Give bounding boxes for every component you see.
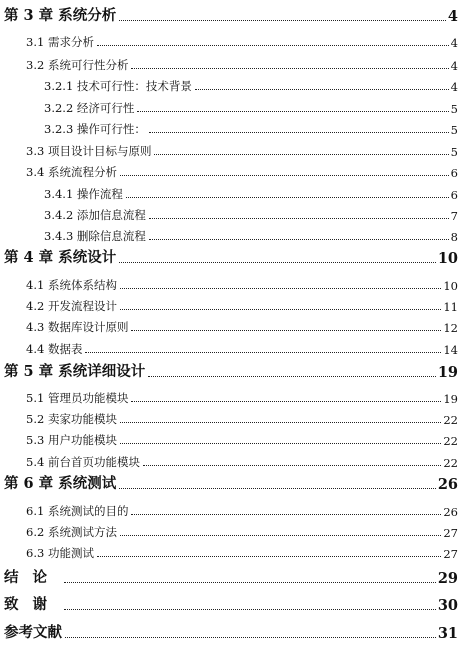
toc-page-number: 22	[443, 413, 458, 427]
toc-entry-title: 4.2 开发流程设计	[26, 299, 117, 313]
toc-page-number: 4	[450, 80, 458, 94]
toc-section-entry[interactable]	[26, 164, 458, 180]
dot-leader	[120, 443, 441, 444]
toc-entry-title: 第 4 章 系统设计	[4, 249, 117, 266]
toc-page-number: 4	[447, 8, 458, 25]
toc-entry-title: 5.2 卖家功能模块	[26, 412, 117, 426]
toc-page-number: 14	[443, 343, 458, 357]
dot-leader	[119, 262, 436, 263]
toc-section-entry[interactable]	[26, 34, 458, 50]
dot-leader	[119, 488, 436, 489]
toc-chapter-entry[interactable]	[4, 472, 458, 493]
toc-page-number: 7	[450, 209, 458, 223]
toc-entry-title: 3.4 系统流程分析	[26, 165, 117, 179]
toc-chapter-entry[interactable]	[4, 621, 458, 642]
toc-section-entry[interactable]	[44, 228, 458, 244]
dot-leader	[64, 609, 436, 610]
toc-page-number: 6	[450, 166, 458, 180]
toc-entry-title: 第 5 章 系统详细设计	[4, 363, 146, 380]
toc-chapter-entry[interactable]	[4, 4, 458, 25]
toc-entry-title: 3.3 项目设计目标与原则	[26, 144, 152, 158]
toc-section-entry[interactable]	[44, 78, 458, 94]
toc-entry-title: 6.1 系统测试的目的	[26, 504, 129, 518]
toc-page-number: 19	[443, 392, 458, 406]
toc-page-number: 11	[443, 300, 458, 314]
dot-leader	[65, 637, 436, 638]
toc-page-number: 12	[443, 321, 458, 335]
dot-leader	[131, 401, 441, 402]
toc-entry-title: 结论	[4, 569, 61, 586]
dot-leader	[120, 309, 441, 310]
dot-leader	[64, 582, 436, 583]
dot-leader	[143, 465, 441, 466]
dot-leader	[149, 239, 449, 240]
toc-entry-title: 3.2.3 操作可行性：	[44, 122, 146, 136]
toc-section-entry[interactable]	[26, 390, 458, 406]
toc-entry-title: 5.1 管理员功能模块	[26, 391, 129, 405]
toc-section-entry[interactable]	[26, 277, 458, 293]
toc-section-entry[interactable]	[26, 454, 458, 470]
toc-page-number: 4	[450, 36, 458, 50]
toc-section-entry[interactable]	[26, 432, 458, 448]
toc-entry-title: 第 6 章 系统测试	[4, 475, 117, 492]
toc-page-number: 10	[443, 279, 458, 293]
toc-entry-title: 参考文献	[4, 624, 62, 641]
toc-page-number: 26	[437, 476, 458, 493]
toc-section-entry[interactable]	[26, 545, 458, 561]
dot-leader	[149, 218, 449, 219]
toc-section-entry[interactable]	[26, 319, 458, 335]
toc-section-entry[interactable]	[44, 100, 458, 116]
dot-leader	[120, 288, 441, 289]
toc-entry-title: 4.4 数据表	[26, 342, 83, 356]
toc-entry-title: 3.1 需求分析	[26, 35, 94, 49]
toc-entry-title: 6.3 功能测试	[26, 546, 94, 560]
toc-section-entry[interactable]	[26, 503, 458, 519]
toc-page-number: 19	[437, 364, 458, 381]
dot-leader	[131, 330, 441, 331]
toc-entry-title: 3.2 系统可行性分析	[26, 58, 129, 72]
toc-entry-title: 6.2 系统测试方法	[26, 525, 117, 539]
toc-section-entry[interactable]	[26, 298, 458, 314]
toc-section-entry[interactable]	[26, 341, 458, 357]
toc-entry-title: 4.1 系统体系结构	[26, 278, 117, 292]
dot-leader	[97, 556, 441, 557]
dot-leader	[131, 68, 448, 69]
toc-page-number: 8	[450, 230, 458, 244]
toc-section-entry[interactable]	[26, 524, 458, 540]
toc-page-number: 31	[437, 625, 458, 642]
dot-leader	[97, 45, 449, 46]
dot-leader	[120, 422, 441, 423]
toc-section-entry[interactable]	[26, 143, 458, 159]
toc-chapter-entry[interactable]	[4, 566, 458, 587]
toc-entry-title: 3.4.2 添加信息流程	[44, 208, 146, 222]
toc-page-number: 5	[450, 145, 458, 159]
toc-page-number: 26	[443, 505, 458, 519]
toc-page-number: 22	[443, 434, 458, 448]
toc-entry-title: 5.4 前台首页功能模块	[26, 455, 140, 469]
toc-entry-title: 4.3 数据库设计原则	[26, 320, 129, 334]
toc-chapter-entry[interactable]	[4, 360, 458, 381]
dot-leader	[195, 89, 449, 90]
toc-entry-title: 5.3 用户功能模块	[26, 433, 117, 447]
toc-page-number: 10	[437, 250, 458, 267]
toc-section-entry[interactable]	[44, 121, 458, 137]
toc-page-number: 22	[443, 456, 458, 470]
toc-page-number: 4	[450, 59, 458, 73]
toc-entry-title: 3.4.3 删除信息流程	[44, 229, 146, 243]
toc-entry-title: 3.2.1 技术可行性：技术背景	[44, 79, 192, 93]
dot-leader	[131, 514, 441, 515]
dot-leader	[137, 111, 448, 112]
dot-leader	[149, 132, 449, 133]
toc-page-number: 5	[450, 102, 458, 116]
toc-chapter-entry[interactable]	[4, 593, 458, 614]
dot-leader	[119, 20, 446, 21]
toc-page-number: 30	[437, 597, 458, 614]
dot-leader	[126, 197, 449, 198]
toc-entry-title: 3.4.1 操作流程	[44, 187, 123, 201]
toc-entry-title: 3.2.2 经济可行性	[44, 101, 135, 115]
dot-leader	[154, 154, 448, 155]
toc-section-entry[interactable]	[26, 411, 458, 427]
toc-entry-title: 致谢	[4, 596, 61, 613]
toc-page-number: 27	[443, 526, 458, 540]
toc-section-entry[interactable]	[26, 57, 458, 73]
toc-page-number: 6	[450, 188, 458, 202]
dot-leader	[120, 175, 449, 176]
toc-section-entry[interactable]	[44, 207, 458, 223]
dot-leader	[120, 535, 441, 536]
toc-page-number: 5	[450, 123, 458, 137]
toc-section-entry[interactable]	[44, 186, 458, 202]
toc-page-number: 27	[443, 547, 458, 561]
dot-leader	[148, 376, 436, 377]
toc-entry-title: 第 3 章 系统分析	[4, 7, 117, 24]
dot-leader	[85, 352, 441, 353]
toc-page-number: 29	[437, 570, 458, 587]
toc-chapter-entry[interactable]	[4, 246, 458, 267]
